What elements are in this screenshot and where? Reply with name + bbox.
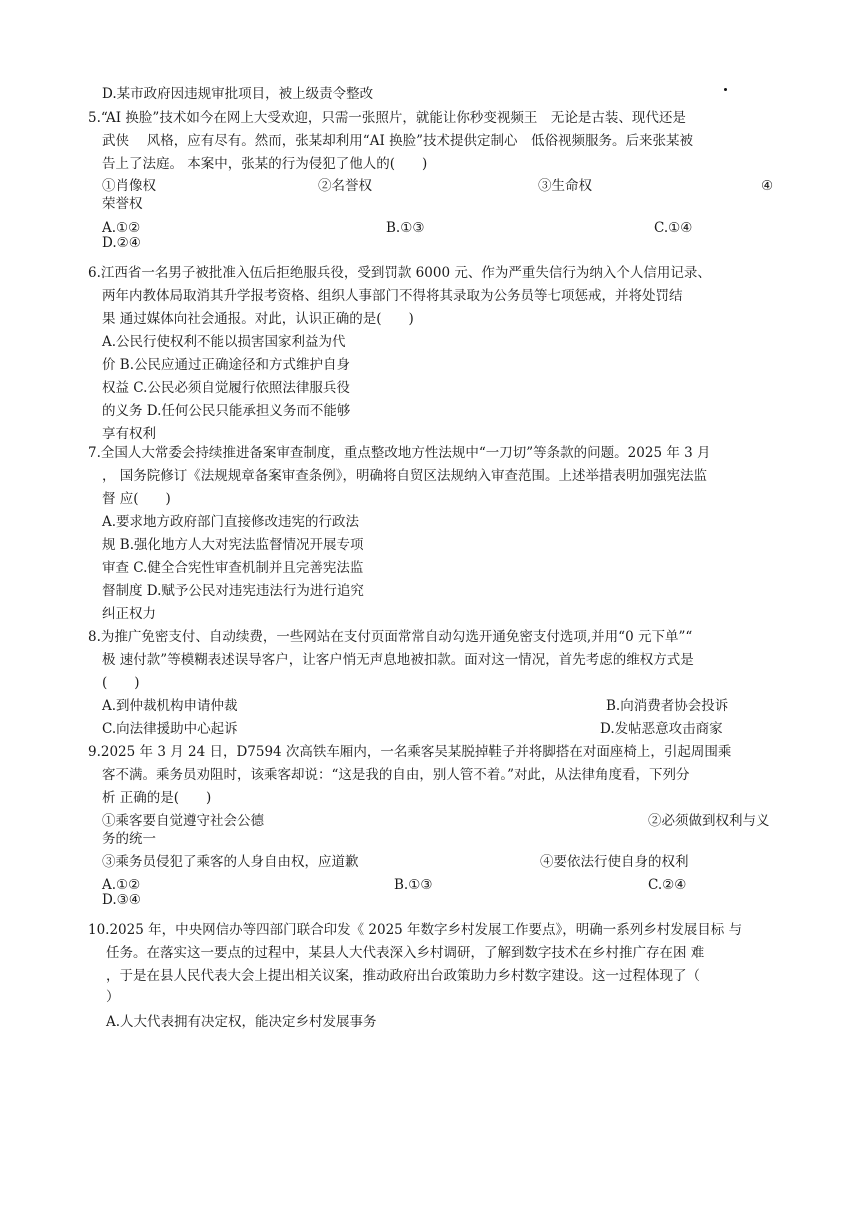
q5-option-d: D.②④ xyxy=(102,235,141,251)
q9-item-4: ④要依法行使自身的权利 xyxy=(540,854,689,870)
q10-stem-line-2: 任务。在落实这一要点的过程中，某县人大代表深入乡村调研，了解到数字技术在乡村推广存在困 难 xyxy=(106,945,705,961)
q7-option-line-1: A.要求地方政府部门直接修改违宪的行政法 xyxy=(102,514,360,530)
q10-stem-line-3: ，于是在县人民代表大会上提出相关议案，推动政府出台政策助力乡村数字建设。这一过程体现了（ xyxy=(106,968,700,984)
q5-item-1: ①肖像权 xyxy=(102,178,156,194)
q10-stem-line-4: ） xyxy=(106,989,120,1005)
q8-stem-line-2: 极 速付款”等模糊表述误导客户，让客户悄无声息地被扣款。面对这一情况，首先考虑的维权方式是 xyxy=(102,652,694,668)
q8-stem-line-1: 8.为推广免密支付、自动续费，一些网站在支付页面常常自动勾选开通免密支付选项,并用“0 元下单”“ xyxy=(88,629,693,645)
q6-option-line-5: 享有权利 xyxy=(102,426,156,442)
q5-option-a: A.①② xyxy=(102,220,141,236)
q7-option-line-5: 纠正权力 xyxy=(102,606,156,622)
q5-option-c: C.①④ xyxy=(654,220,693,236)
q8-option-c: C.向法律援助中心起诉 xyxy=(102,721,238,737)
q7-option-line-2: 规 B.强化地方人大对宪法监督情况开展专项 xyxy=(102,537,364,553)
q5-item-2: ②名誉权 xyxy=(318,178,372,194)
q8-option-b: B.向消费者协会投诉 xyxy=(606,698,729,714)
q10-option-a: A.人大代表拥有决定权，能决定乡村发展事务 xyxy=(106,1014,377,1030)
q6-option-line-2: 价 B.公民应通过正确途径和方式维护自身 xyxy=(102,357,351,373)
q9-stem-line-2: 客不满。乘务员劝阻时，该乘客却说：“这是我的自由，别人管不着。”对此，从法律角度看，下列分 xyxy=(102,767,690,783)
q5-item-4: ④ xyxy=(761,178,774,194)
q6-option-line-3: 权益 C.公民必须自觉履行依照法律服兵役 xyxy=(102,380,350,396)
q7-stem-line-1: 7.全国人大常委会持续推进备案审查制度，重点整改地方性法规中“一刀切”等条款的问题。2025 年 3 月 xyxy=(88,445,711,461)
q5-stem-line-3: 告上了法庭。 本案中，张某的行为侵犯了他人的( ) xyxy=(102,156,428,172)
q5-option-b: B.①③ xyxy=(386,220,425,236)
q8-option-d: D.发帖恶意攻击商家 xyxy=(600,721,723,737)
q8-option-a: A.到仲裁机构申请仲裁 xyxy=(102,698,238,714)
stray-dot-mark xyxy=(724,88,727,91)
q7-stem-line-2: ， 国务院修订《法规规章备案审查条例》，明确将自贸区法规纳入审查范围。上述举措表明加强宪法监 xyxy=(102,468,708,484)
q9-option-c: C.②④ xyxy=(648,877,687,893)
q5-item-3: ③生命权 xyxy=(538,178,592,194)
q8-stem-line-3: ( ) xyxy=(102,675,140,691)
q6-stem-line-1: 6.江西省一名男子被批准入伍后拒绝服兵役，受到罚款 6000 元、作为严重失信行为纳入个人信用记录、 xyxy=(88,265,711,281)
q9-item-2: ②必须做到权利与义 xyxy=(648,813,770,829)
q5-item-4-text: 荣誉权 xyxy=(102,196,143,212)
q9-stem-line-1: 9.2025 年 3 月 24 日，D7594 次高铁车厢内，一名乘客吴某脱掉鞋子并将脚搭在对面座椅上，引起周围乘 xyxy=(88,744,732,760)
q7-option-line-4: 督制度 D.赋予公民对违宪违法行为进行追究 xyxy=(102,583,364,599)
q5-stem-line-2: 武侠 风格，应有尽有。然而，张某却利用“AI 换脸”技术提供定制心 低俗视频服务。后来张某被 xyxy=(102,133,693,149)
q6-stem-line-3: 果 通过媒体向社会通报。对此，认识正确的是( ) xyxy=(102,311,414,327)
q9-item-3: ③乘务员侵犯了乘客的人身自由权，应道歉 xyxy=(102,854,359,870)
q9-item-1: ①乘客要自觉遵守社会公德 xyxy=(102,813,264,829)
q6-stem-line-2: 两年内教体局取消其升学报考资格、组织人事部门不得将其录取为公务员等七项惩戒，并将处罚结 xyxy=(102,288,683,304)
q5-stem-line-1: 5.“AI 换脸”技术如今在网上大受欢迎，只需一张照片，就能让你秒变视频王 无论是古装、现代还是 xyxy=(88,110,686,126)
q9-option-a: A.①② xyxy=(102,877,141,893)
q9-item-2-cont: 务的统一 xyxy=(102,831,156,847)
q9-option-b: B.①③ xyxy=(394,877,433,893)
q10-stem-line-1: 10.2025 年，中央网信办等四部门联合印发《 2025 年数字乡村发展工作要点》，明确一系列乡村发展目标 与 xyxy=(88,922,743,938)
q4-option-d: D.某市政府因违规审批项目，被上级责令整改 xyxy=(102,86,374,102)
q6-option-line-4: 的义务 D.任何公民只能承担义务而不能够 xyxy=(102,403,351,419)
q7-stem-line-3: 督 应( ) xyxy=(102,491,171,507)
q9-option-d: D.③④ xyxy=(102,892,141,908)
q6-option-line-1: A.公民行使权利不能以损害国家利益为代 xyxy=(102,334,346,350)
q7-option-line-3: 审查 C.健全合宪性审查机制并且完善宪法监 xyxy=(102,560,364,576)
q9-stem-line-3: 析 正确的是( ) xyxy=(102,790,212,806)
